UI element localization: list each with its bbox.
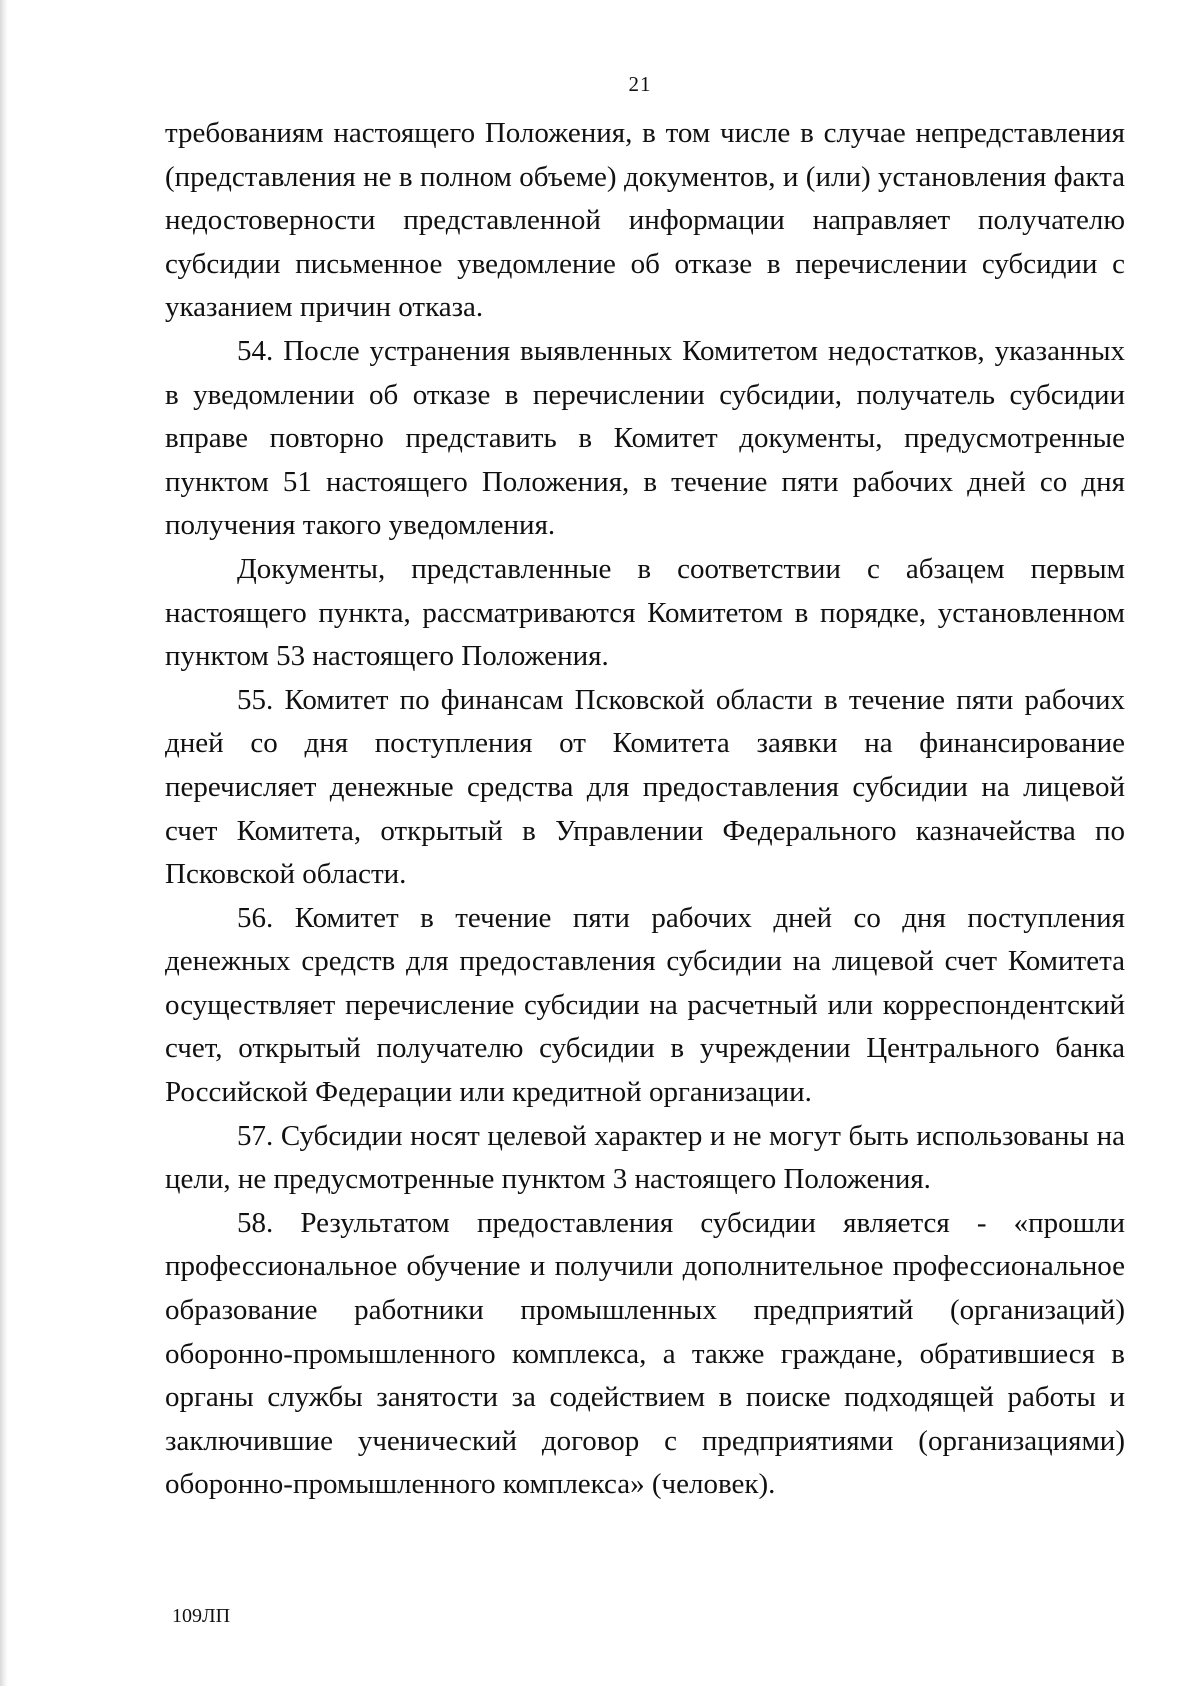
paragraph-item-56: 56. Комитет в течение пяти рабочих дней со дня поступления денежных средств для предоставления субсидии на лицевой счет Комитета осуществляет перечисление субсидии на расчетный или корреспондентский счет, открытый получателю субсидии в учреждении Центрального банка Российской Федерации или кредитной организации. <box>165 901 1125 1109</box>
paragraph-continuation: требованиям настоящего Положения, в том числе в случае непредставления (представления не в полном объеме) документов, и (или) установления факта недостоверности представленной информации направляет получателю субсидии письменное уведомление об отказе в перечислении субсидии с указанием причин отказа. <box>165 117 1125 324</box>
footer-document-code: 109ЛП <box>172 1605 231 1627</box>
page-number: 21 <box>628 72 652 96</box>
paragraph-item-54-subparagraph: Документы, представленные в соответствии с абзацем первым настоящего пункта, рассматриваются Комитетом в порядке, установленном пунктом 53 настоящего Положения. <box>165 552 1125 673</box>
paragraph-item-55: 55. Комитет по финансам Псковской области в течение пяти рабочих дней со дня поступления от Комитета заявки на финансирование перечисляет денежные средства для предоставления субсидии на лицевой счет Комитета, открытый в Управлении Федерального казначейства по Псковской области. <box>165 683 1125 891</box>
paragraph-item-57: 57. Субсидии носят целевой характер и не могут быть использованы на цели, не предусмотренные пунктом 3 настоящего Положения. <box>165 1119 1125 1196</box>
document-body <box>165 112 1125 1507</box>
paragraph-item-54: 54. После устранения выявленных Комитетом недостатков, указанных в уведомлении об отказе в перечислении субсидии, получатель субсидии вправе повторно представить в Комитет документы, предусмотренные пунктом 51 настоящего Положения, в течение пяти рабочих дней со дня получения такого уведомления. <box>165 334 1125 542</box>
paragraph-item-58: 58. Результатом предоставления субсидии является - «прошли профессиональное обучение и получили дополнительное профессиональное образование работники промышленных предприятий (организаций) оборонно-промышленного комплекса, а также граждане, обратившиеся в органы службы занятости за содействием в поиске подходящей работы и заключившие ученический договор с предприятиями (организациями) оборонно-промышленного комплекса» (человек). <box>165 1206 1125 1501</box>
scan-edge-shadow <box>0 0 8 1686</box>
